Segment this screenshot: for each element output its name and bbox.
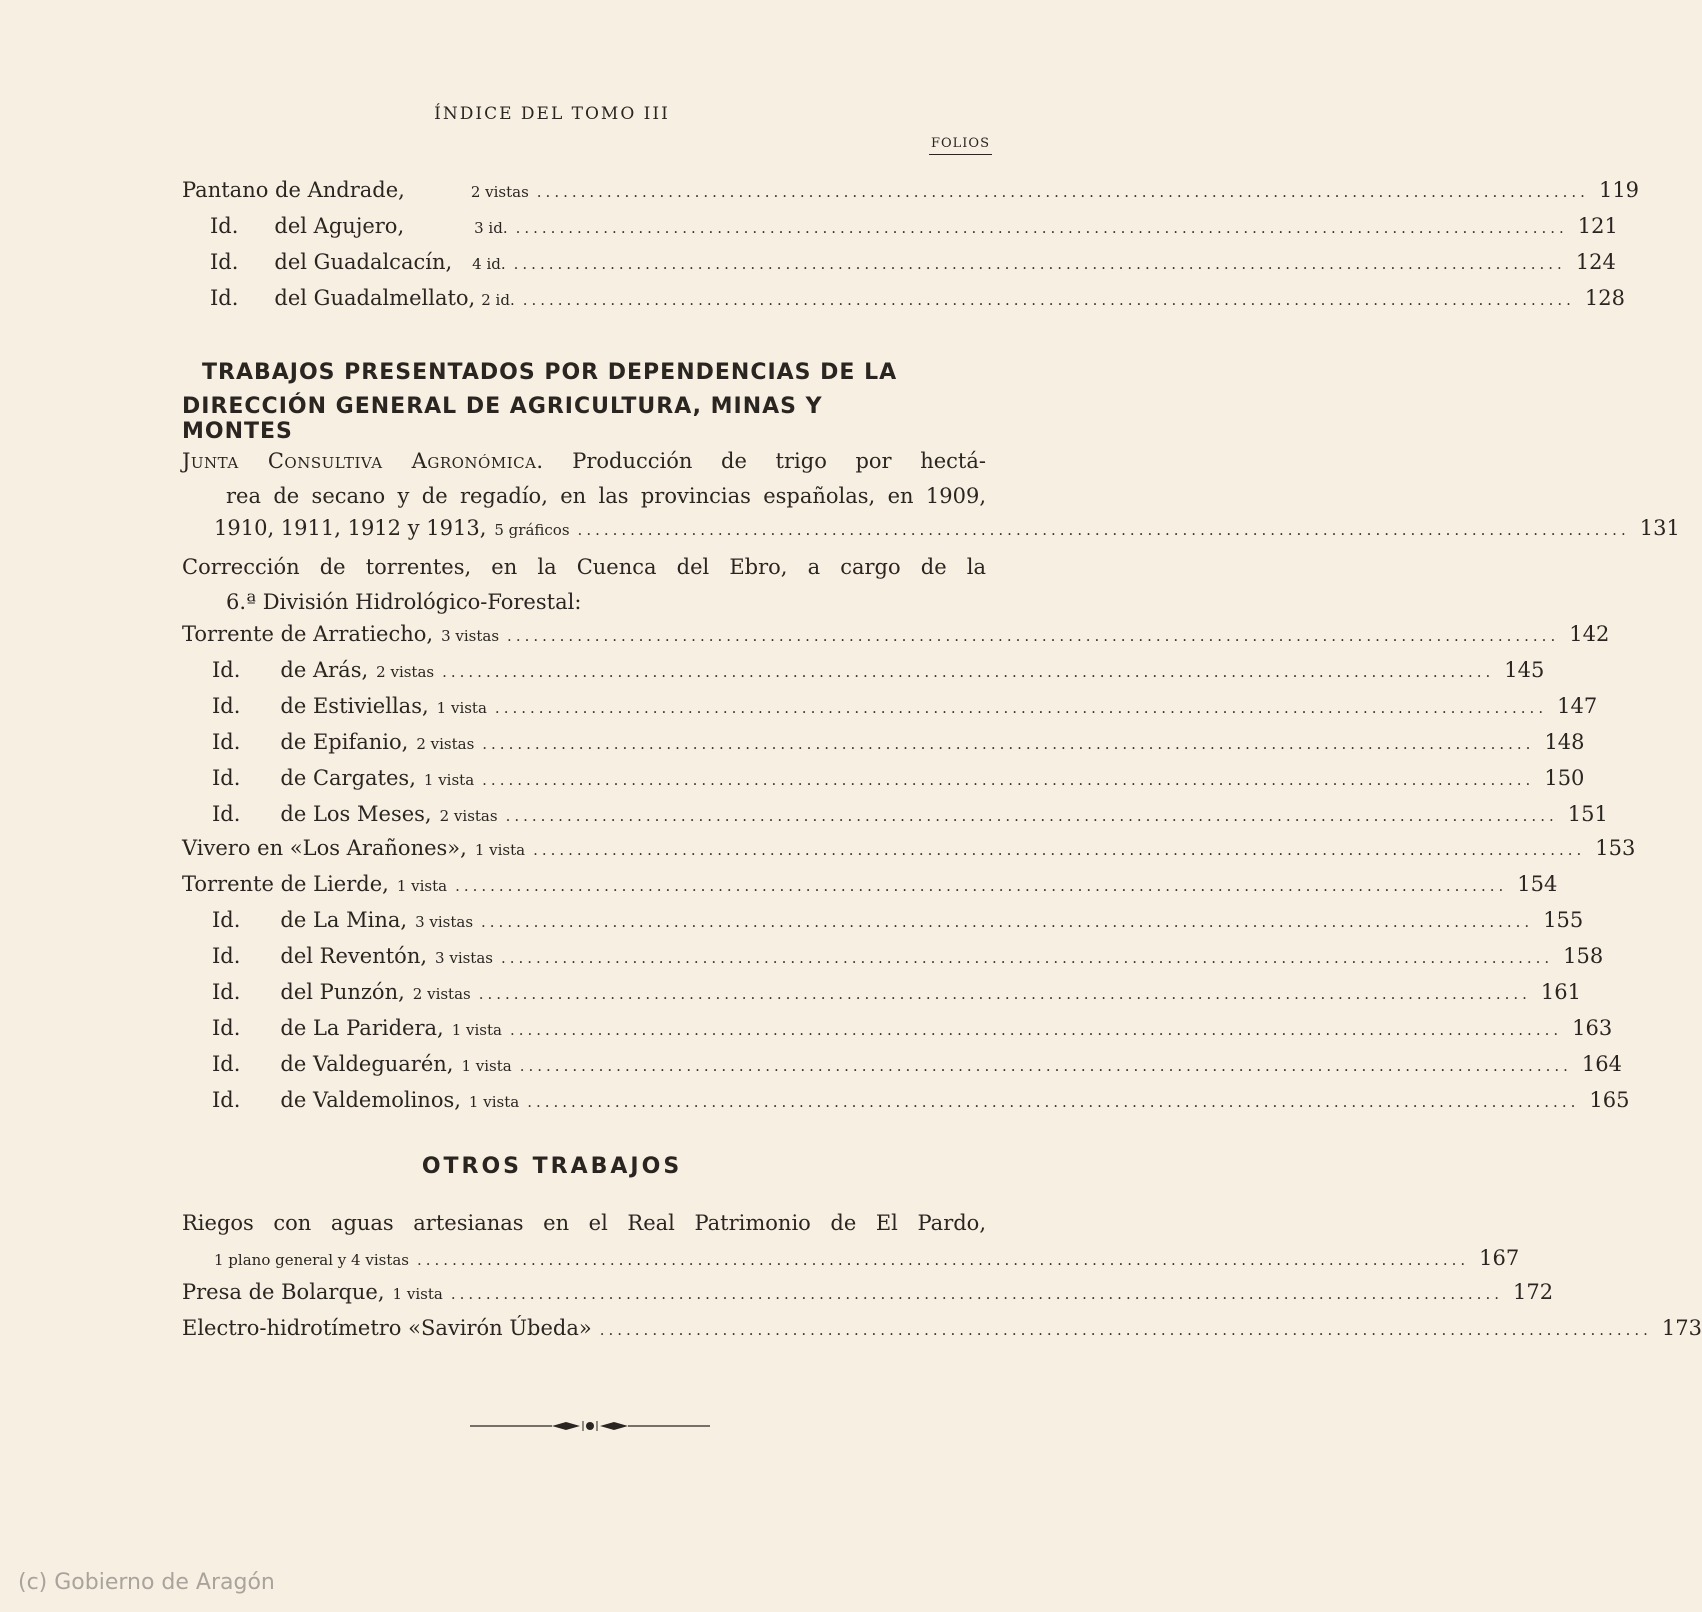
correccion-text: Corrección de torrentes, en la Cuenca del Ebro, a cargo de la [182, 555, 986, 579]
dot-leader: ........................................................................................................................ [509, 1021, 1563, 1039]
entry-folio: 128 [1584, 286, 1625, 310]
entry-title: de Valdemolinos, [280, 1088, 461, 1112]
entry-id: Id. [212, 730, 241, 754]
entry-note: 3 vistas [435, 949, 493, 967]
entry-note: 1 vista [423, 771, 475, 789]
dot-leader: ........................................................................................................................ [507, 627, 1560, 645]
entry-title: de Estiviellas, [280, 694, 429, 718]
entry-note: 1 vista [461, 1057, 512, 1075]
entry-note: 2 vistas [376, 663, 435, 681]
index-entry [182, 1052, 1622, 1084]
entry-note: 2 vistas [439, 807, 498, 825]
entry-title: de La Paridera, [280, 1016, 444, 1040]
dot-leader: ........................................................................................................................ [481, 913, 1534, 931]
entry-note: 2 id. [481, 291, 515, 309]
entry-folio: 165 [1589, 1088, 1630, 1112]
junta-title: Junta Consultiva Agronómica. [182, 449, 544, 473]
entry-folio: 145 [1504, 658, 1545, 682]
dot-leader: ........................................................................................................................ [417, 1251, 1470, 1269]
entry-title: de Cargates, [280, 766, 416, 790]
section-heading: OTROS TRABAJOS [421, 1154, 683, 1179]
entry-folio: 124 [1575, 250, 1616, 274]
entry-folio: 121 [1577, 214, 1618, 238]
dot-leader: ........................................................................................................................ [482, 771, 1535, 789]
entry-note: 3 id. [474, 219, 508, 237]
dot-leader: ........................................................................................................................ [478, 985, 1531, 1003]
entry-id: Id. [210, 214, 239, 238]
entry-title: de La Mina, [280, 908, 408, 932]
correccion-text: 6.ª División Hidrológico-Forestal: [226, 590, 582, 614]
entry-note: 2 vistas [470, 183, 529, 201]
entry-folio: 173 [1661, 1316, 1702, 1340]
dot-leader: ........................................................................................................................ [519, 1057, 1572, 1075]
index-entry [182, 1088, 1630, 1120]
section-heading: DIRECCIÓN GENERAL DE AGRICULTURA, MINAS Y MONTES [182, 394, 823, 444]
entry-id: Id. [212, 802, 241, 826]
entry-title: de Los Meses, [280, 802, 432, 826]
entry-id: Id. [212, 944, 241, 968]
index-entry [182, 908, 1584, 940]
entry-folio: 119 [1598, 178, 1640, 202]
index-entry [182, 766, 1585, 798]
entry-title: del Guadalmellato, [274, 286, 476, 310]
entry-note: 1 vista [396, 877, 448, 895]
index-entry [182, 214, 1618, 246]
entry-folio: 161 [1540, 980, 1581, 1004]
junta-text: rea de secano y de regadío, en las provincias españolas, en 1909, [226, 484, 986, 508]
entry-folio: 158 [1563, 944, 1604, 968]
running-head: ÍNDICE DEL TOMO III [434, 104, 670, 124]
entry-folio: 150 [1544, 766, 1585, 790]
entry-title: del Guadalcacín, [274, 250, 453, 274]
entry-note: 4 id. [472, 255, 506, 273]
entry-id: Id. [212, 980, 241, 1004]
entry-id: Id. [212, 908, 241, 932]
index-entry [182, 694, 1598, 726]
entry-folio: 167 [1479, 1246, 1520, 1270]
junta-paragraph [182, 444, 986, 514]
entry-title: del Punzón, [280, 980, 405, 1004]
entry-title: de Arás, [280, 658, 369, 682]
dot-leader: ........................................................................................................................ [577, 521, 1630, 539]
dot-leader: ........................................................................................................................ [505, 807, 1558, 825]
ornament-divider [470, 1418, 710, 1434]
index-entry [182, 944, 1604, 976]
entry-title: Presa de Bolarque, [182, 1280, 385, 1304]
entry-note: 1 plano general y 4 vistas [214, 1251, 409, 1269]
dot-leader: ........................................................................................................................ [513, 255, 1566, 273]
junta-text: Producción de trigo por hectá- [572, 449, 986, 473]
entry-folio: 153 [1595, 836, 1636, 860]
entry-note: 3 vistas [415, 913, 474, 931]
dot-leader: ........................................................................................................................ [533, 841, 1586, 859]
section-heading: TRABAJOS PRESENTADOS POR DEPENDENCIAS DE LA [202, 360, 898, 385]
dot-leader: ........................................................................................................................ [494, 699, 1548, 717]
entry-title: del Agujero, [274, 214, 405, 238]
dot-leader: ........................................................................................................................ [536, 183, 1589, 201]
entry-folio: 154 [1517, 872, 1558, 896]
entry-id: Id. [212, 1016, 241, 1040]
index-entry [182, 286, 1625, 318]
index-entry [182, 872, 1558, 904]
entry-title: de Valdeguarén, [280, 1052, 454, 1076]
folios-column-header: FOLIOS [929, 136, 992, 155]
entry-id: Id. [212, 658, 241, 682]
entry-folio: 164 [1581, 1052, 1622, 1076]
dot-leader: ........................................................................................................................ [455, 877, 1508, 895]
entry-title: Vivero en «Los Arañones», [182, 836, 467, 860]
dot-leader: ........................................................................................................................ [522, 291, 1575, 309]
entry-id: Id. [210, 286, 239, 310]
entry-note: 2 vistas [416, 735, 475, 753]
index-entry [182, 836, 1636, 868]
entry-note: 2 vistas [412, 985, 471, 1003]
entry-title: Torrente de Arratiecho, [182, 622, 434, 646]
entry-folio: 147 [1557, 694, 1598, 718]
entry-folio: 172 [1512, 1280, 1554, 1304]
dot-leader: ........................................................................................................................ [599, 1321, 1652, 1339]
entry-folio: 163 [1572, 1016, 1613, 1040]
entry-folio: 131 [1639, 516, 1680, 540]
index-entry [182, 1316, 1702, 1348]
index-entry [182, 178, 1640, 210]
entry-id: Id. [210, 250, 239, 274]
entry-note: 1 vista [436, 699, 487, 717]
entry-title: de Epifanio, [280, 730, 409, 754]
index-entry [182, 730, 1585, 762]
dot-leader: ........................................................................................................................ [482, 735, 1535, 753]
index-entry [182, 516, 1680, 548]
entry-title: Pantano de Andrade, [182, 178, 405, 202]
riegos-text: Riegos con aguas artesianas en el Real Patrimonio de El Pardo, [182, 1211, 986, 1235]
entry-folio: 155 [1543, 908, 1584, 932]
entry-note: 5 gráficos [494, 521, 570, 539]
index-entry [182, 622, 1610, 654]
entry-id: Id. [212, 1088, 241, 1112]
entry-note: 1 vista [468, 1093, 520, 1111]
index-entry [182, 658, 1545, 690]
riegos-paragraph [182, 1206, 986, 1241]
index-entry [182, 1246, 1520, 1278]
dot-leader: ........................................................................................................................ [527, 1093, 1580, 1111]
dot-leader: ........................................................................................................................ [442, 663, 1495, 681]
index-entry [182, 802, 1608, 834]
entry-id: Id. [212, 694, 241, 718]
index-entry [182, 1016, 1613, 1048]
entry-note: 1 vista [451, 1021, 502, 1039]
entry-id: Id. [212, 1052, 241, 1076]
entry-folio: 151 [1567, 802, 1608, 826]
entry-note: 3 vistas [441, 627, 500, 645]
entry-title: Torrente de Lierde, [182, 872, 389, 896]
dot-leader: ........................................................................................................................ [515, 219, 1568, 237]
entry-folio: 142 [1569, 622, 1610, 646]
copyright-watermark: (c) Gobierno de Aragón [18, 1570, 275, 1595]
index-entry [182, 980, 1581, 1012]
entry-note: 1 vista [474, 841, 526, 859]
entry-title: 1910, 1911, 1912 y 1913, [214, 516, 487, 540]
entry-id: Id. [212, 766, 241, 790]
correccion-paragraph [182, 550, 986, 620]
entry-folio: 148 [1544, 730, 1585, 754]
dot-leader: ........................................................................................................................ [450, 1285, 1503, 1303]
entry-title: Electro-hidrotímetro «Savirón Úbeda» [182, 1316, 592, 1340]
entry-note: 1 vista [392, 1285, 443, 1303]
entry-title: del Reventón, [280, 944, 428, 968]
index-entry [182, 250, 1616, 282]
dot-leader: ........................................................................................................................ [500, 949, 1554, 967]
index-entry [182, 1280, 1554, 1312]
